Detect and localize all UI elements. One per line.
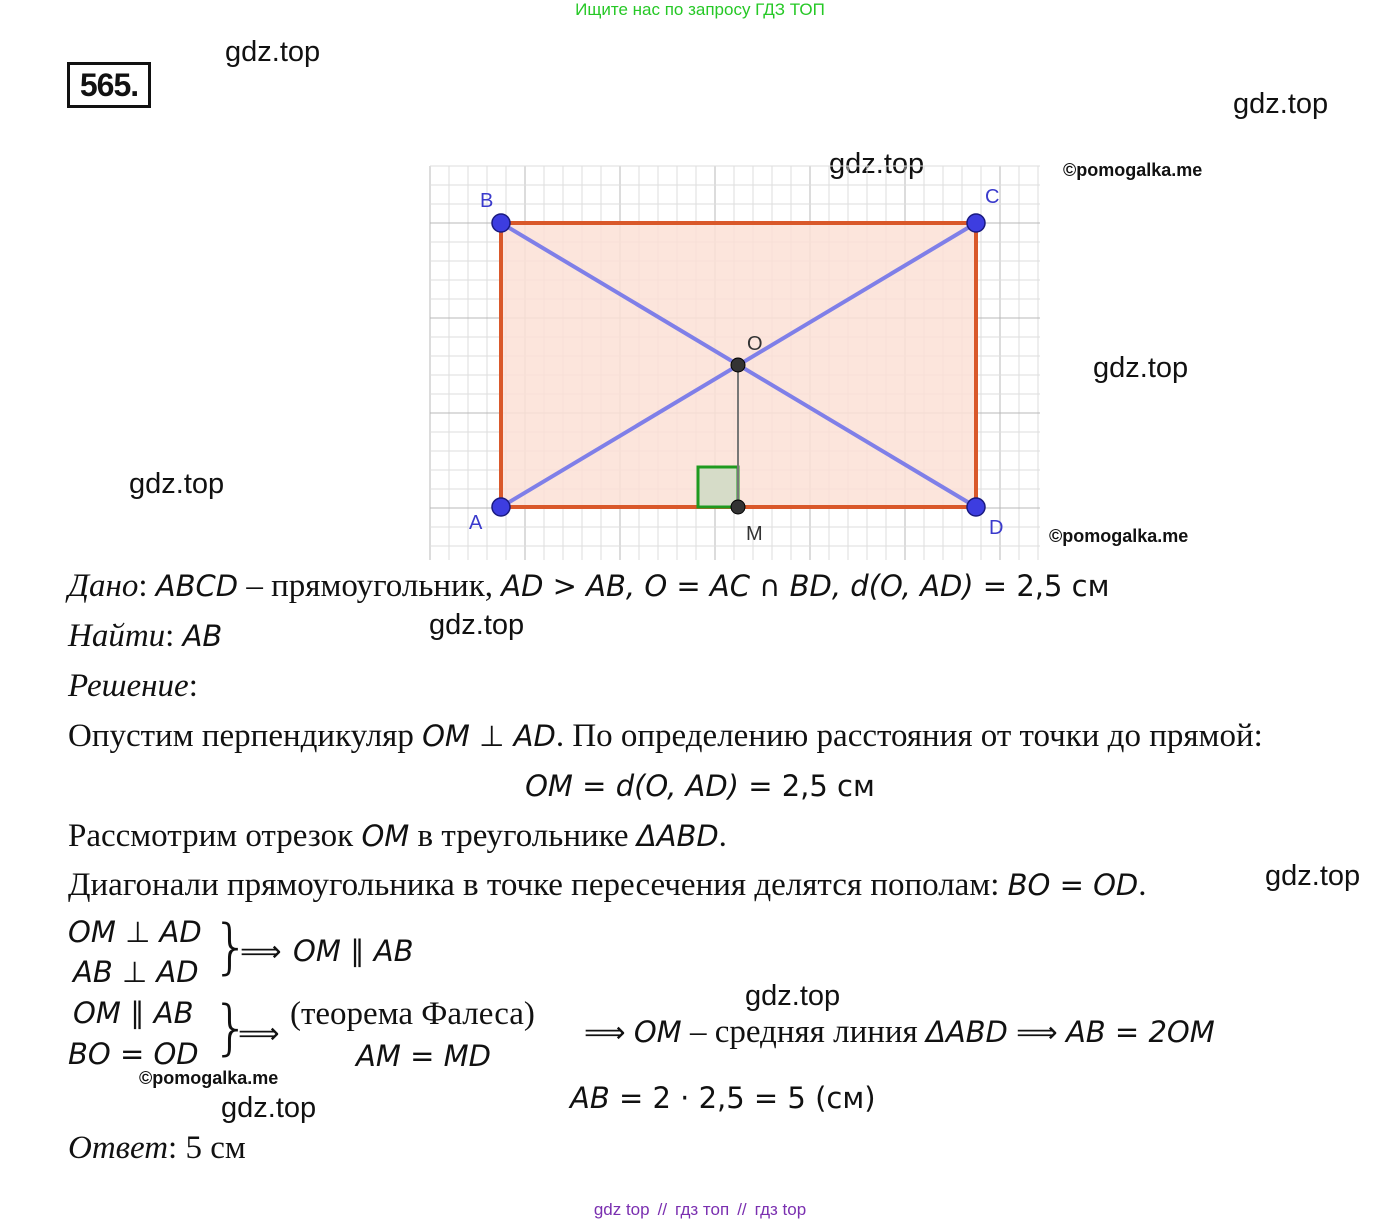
thales-equality: AM = MD bbox=[356, 1039, 491, 1073]
right-brace: } bbox=[212, 912, 251, 982]
footer-separator: // bbox=[657, 1200, 668, 1219]
watermark: gdz.top bbox=[225, 36, 321, 68]
system1-line1: OM ⊥ AD bbox=[68, 915, 202, 949]
watermark: gdz.top bbox=[1093, 352, 1189, 384]
implies-arrow: ⟹ bbox=[238, 1016, 280, 1050]
label-c: C bbox=[985, 186, 1000, 208]
implies-arrow: ⟹ bbox=[240, 934, 282, 968]
system1-result: OM ∥ AB bbox=[293, 934, 414, 968]
solution-line-1: Опустим перпендикуляр OM ⊥ AD. По определению расстояния от точки до прямой: bbox=[68, 718, 1263, 754]
solution-heading: Решение: bbox=[68, 668, 198, 704]
footer-link[interactable]: гдз топ bbox=[675, 1200, 730, 1219]
copyright-mark: ©pomogalka.me bbox=[139, 1068, 279, 1088]
right-angle-mark bbox=[698, 467, 738, 507]
watermark: gdz.top bbox=[221, 1092, 317, 1124]
copyright-mark: ©pomogalka.me bbox=[1049, 526, 1189, 546]
system2-line2: BO = OD bbox=[68, 1037, 199, 1071]
solution-line-4: Диагонали прямоугольника в точке пересечения делятся пополам: BO = OD. bbox=[68, 867, 1147, 903]
copyright-mark: ©pomogalka.me bbox=[1063, 160, 1203, 180]
system2-line1: OM ∥ AB bbox=[73, 996, 194, 1030]
watermark: gdz.top bbox=[429, 609, 525, 641]
label-o: O bbox=[747, 333, 763, 355]
point-o bbox=[731, 358, 745, 372]
find-line: Найти: AB bbox=[68, 618, 223, 654]
calculation-line: AB = 2 · 2,5 = 5 (см) bbox=[570, 1081, 876, 1115]
footer-link[interactable]: gdz top bbox=[593, 1200, 650, 1219]
point-b bbox=[492, 214, 510, 232]
footer-link[interactable]: гдз top bbox=[754, 1200, 807, 1219]
label-d: D bbox=[989, 517, 1004, 539]
problem-number: 565. bbox=[67, 62, 151, 108]
watermark: gdz.top bbox=[1233, 88, 1329, 120]
point-d bbox=[967, 498, 985, 516]
watermark: gdz.top bbox=[129, 468, 225, 500]
label-a: A bbox=[469, 512, 483, 534]
solution-line-2: OM = d(O, AD) = 2,5 см bbox=[525, 769, 875, 803]
system1-line2: AB ⊥ AD bbox=[73, 955, 199, 989]
rectangle-figure bbox=[0, 0, 1400, 570]
given-line: Дано: ABCD – прямоугольник, AD > AB, O = AC ∩ BD, d(O, AD) = 2,5 см bbox=[68, 568, 1110, 604]
point-m bbox=[731, 500, 745, 514]
footer-separator: // bbox=[737, 1200, 747, 1219]
watermark: gdz.top bbox=[829, 148, 925, 180]
watermark: gdz.top bbox=[1265, 860, 1361, 892]
thales-theorem-note: (теорема Фалеса) bbox=[290, 996, 535, 1032]
watermark: gdz.top bbox=[745, 980, 841, 1012]
system2-result: ⟹ OM – средняя линия ΔABD ⟹ AB = 2OM bbox=[584, 1014, 1215, 1050]
right-brace: } bbox=[212, 993, 251, 1063]
label-b: B bbox=[480, 190, 494, 212]
point-c bbox=[967, 214, 985, 232]
answer-line: Ответ: 5 см bbox=[68, 1130, 246, 1166]
label-m: M bbox=[746, 523, 763, 545]
top-banner[interactable]: Ищите нас по запросу ГДЗ ТОП bbox=[575, 0, 825, 19]
footer-links bbox=[0, 1200, 1400, 1220]
solution-line-3: Рассмотрим отрезок OM в треугольнике ΔABD. bbox=[68, 818, 727, 854]
point-a bbox=[492, 498, 510, 516]
